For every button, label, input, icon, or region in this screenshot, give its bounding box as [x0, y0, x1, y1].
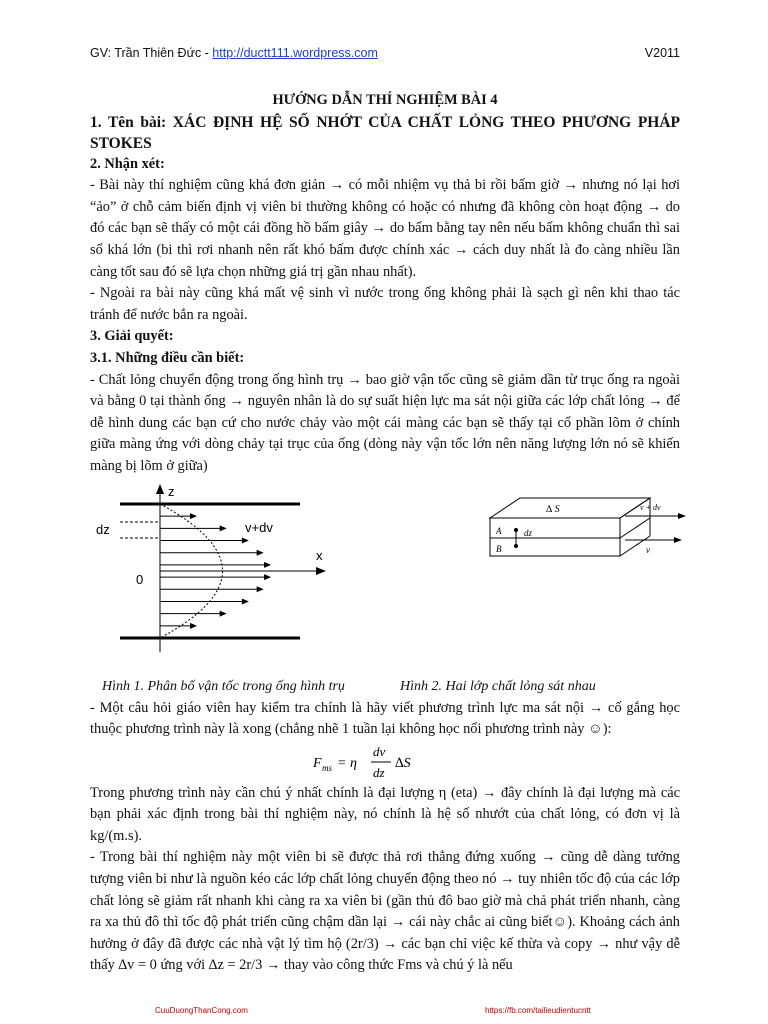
fig1-arrow-head [190, 513, 197, 519]
footer-left: CuuDuongThanCong.com [155, 1006, 248, 1015]
figure-2-fluid-layers [480, 490, 700, 620]
fig1-arrow-head [220, 610, 227, 616]
paragraph-3: - Chất lỏng chuyển động trong ống hình trụ → bao giờ vận tốc cũng sẽ giảm dần từ trục ống ra ngoài và bằng 0 tại thành ống → nguyên nhân là do sự suất hiện lực ma sát nội giữa các lớp chất lỏng → để dễ hình dung các bạn cứ cho nước chảy vào một cái màng các bạn sẽ thấy tại cổ phần lõm ở chính giữa màng ứng với dòng chảy tại trục của ống (dòng này vận tốc lớn nên năng lượng lớn nó sẽ khiến màng bị lõm ở giữa) [90, 371, 680, 474]
paragraph-5: Trong phương trình này cần chú ý nhất chính là đại lượng η (eta) → đây chính là đại lượng mà các bạn phải xác định trong bài thí nghiệm này, nó chính là hệ số nhướt của chất lỏng, có đơn vị là kg/(m.s). [90, 784, 680, 844]
section-2-heading: 2. Nhận xét: [90, 155, 165, 172]
fig2-B-label: B [496, 543, 502, 554]
figure-1-velocity-profile [90, 482, 340, 662]
section-3-1-heading: 3.1. Những điều cần biết: [90, 349, 245, 366]
formula-rhs: ∆S [395, 755, 411, 771]
paragraph-1: - Bài này thí nghiệm cũng khá đơn giản → có mỗi nhiệm vụ thả bi rồi bấm giờ → nhưng nó lại hơi “ảo” ở chỗ cảm biến định vị viên bi thường không có hoặc có nhưng đã không còn hoạt động → do đó các bạn sẽ thấy có một cái đồng hồ bấm giây → do bấm bằng tay nên nếu bấm không chuẩn thì sai số khá lớn (bi thì rơi nhanh nên rất khó bấm được chính xác → cách duy nhất là đo càng nhiều lần càng tốt sau đó sẽ lựa chọn những giá trị gần nhau nhất). [90, 177, 680, 280]
fig2-dz-label: dz [524, 527, 533, 538]
fig1-arrow-head [190, 622, 197, 628]
figure-1-caption: Hình 1. Phân bố vận tốc trong ống hình trụ [102, 678, 345, 694]
viscosity-formula [90, 741, 680, 783]
section-1-heading: 1. Tên bài: XÁC ĐỊNH HỆ SỐ NHỚT CỦA CHẤT LỎNG THEO PHƯƠNG PHÁP STOKES [90, 113, 680, 152]
fig1-arrow-head [264, 561, 271, 567]
version-label: V2011 [644, 46, 680, 60]
fig1-x-label: x [316, 547, 323, 563]
author-label: GV: Trần Thiên Đức - [90, 46, 213, 60]
fig1-zero-label: 0 [136, 571, 144, 587]
formula-eq: = η [337, 755, 357, 771]
figures-row [90, 482, 680, 672]
formula-denominator: dz [373, 764, 385, 780]
fig2-v-label: v [646, 544, 650, 555]
fig1-arrow-head [220, 525, 227, 531]
figure-captions [90, 676, 680, 698]
fig1-arrow-head [264, 574, 271, 580]
section-3-heading: 3. Giải quyết: [90, 328, 174, 345]
formula-lhs-sub: ms [322, 762, 333, 773]
formula-numerator: dv [373, 743, 386, 759]
fig2-vdv-label: v + dv [640, 502, 661, 512]
page-header [90, 46, 680, 60]
paragraph-2: - Ngoài ra bài này cũng khá mất vệ sinh vì nước trong ống không phải là sạch gì nên khi thao tác tránh để nước bắn ra ngoài. [90, 285, 680, 323]
paragraph-4: - Một câu hỏi giáo viên hay kiểm tra chính là hãy viết phương trình lực ma sát nội → cố gắng học thuộc phương trình này là xong (chẳng nhẽ 1 tuần lại không học nổi phương trình này ☺): [90, 699, 680, 738]
fig2-dS-label: ∆ S [546, 503, 560, 515]
fig1-dz-label: dz [96, 521, 110, 537]
paragraph-6: - Trong bài thí nghiệm này một viên bi sẽ được thả rơi thẳng đứng xuống → cũng dễ dàng tưởng tượng viên bi như là nguồn kéo các lớp chất lỏng chuyển động theo nó → tuy nhiên tốc độ của các lớp chất lỏng sẽ giảm rất nhanh khi càng ra xa viên bi (gần thủ đô bao giờ mà chả phát triển nhanh, càng ra xa thủ đô thì tốc độ phát triển cũng chậm dần lại → cái này chắc ai cũng biết☺). Khoảng cách ảnh hưởng ở đây đã được các nhà vật lý tìm hộ (2r/3) → các bạn chỉ việc kế thừa và copy → như vậy dễ thấy ∆v = 0 ứng với ∆z = 2r/3 → thay vào công thức Fms và chú ý là nếu [90, 849, 680, 974]
fig2-A-label: A [496, 525, 502, 536]
fig1-arrow-head [242, 537, 249, 543]
fig1-vdv-label: v+dv [245, 519, 273, 535]
fig1-z-label: z [168, 483, 175, 499]
fig1-arrow-head [257, 586, 264, 592]
doc-title: HƯỚNG DẪN THÍ NGHIỆM BÀI 4 [272, 92, 498, 108]
document-body [90, 90, 680, 977]
author-link[interactable]: http://ductt111.wordpress.com [212, 46, 378, 60]
fig1-arrow-head [242, 598, 249, 604]
formula-lhs: F [313, 755, 322, 771]
fig1-arrow-head [257, 549, 264, 555]
footer-right: https://fb.com/tailieudientucntt [485, 1006, 591, 1015]
figure-2-caption: Hình 2. Hai lớp chất lỏng sát nhau [400, 678, 596, 694]
